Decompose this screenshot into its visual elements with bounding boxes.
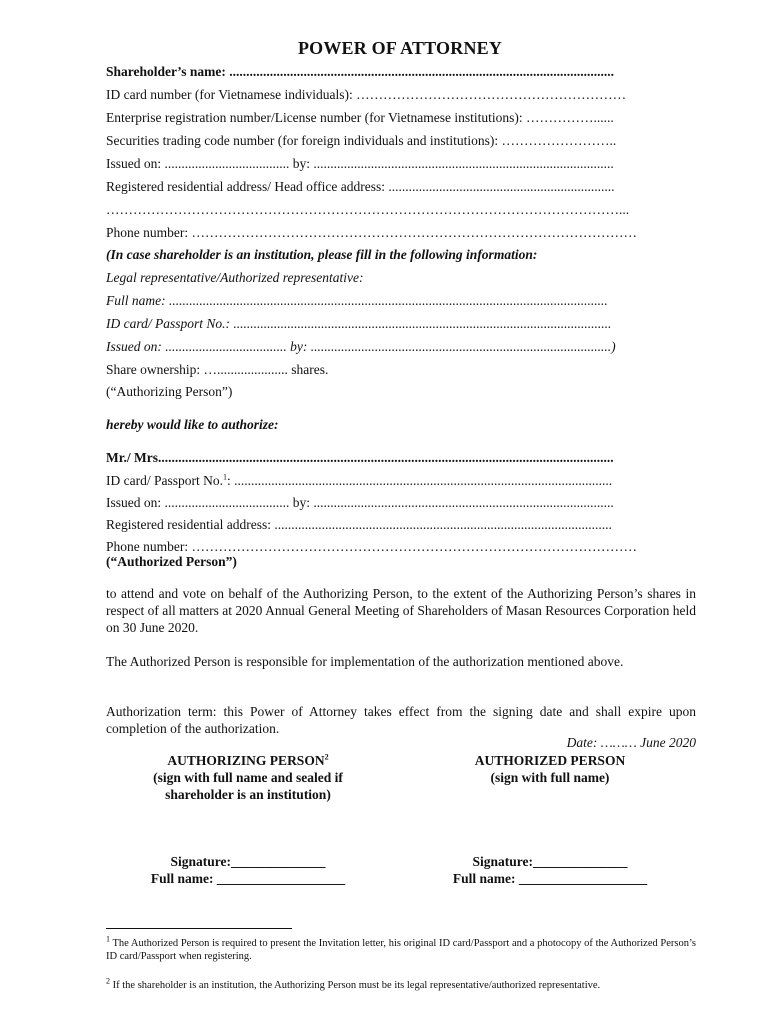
footnote-1 — [106, 934, 696, 963]
authorizing-person-tag — [106, 383, 696, 400]
authorized-id-passport-field — [106, 472, 696, 489]
authorized-person-tag: (“Authorized Person”) — [106, 554, 237, 569]
shareholder-name-field: Shareholder’s name: .................................................................................................................. — [106, 64, 614, 79]
enterprise-registration-field: Enterprise registration number/License number (for Vietnamese institutions): ……………...... — [106, 110, 614, 125]
footnote-ref-1: 1 — [222, 472, 227, 482]
authorized-person-heading: AUTHORIZED PERSON — [474, 753, 626, 768]
rep-issued-on-field: Issued on: .................................... by: .........................................................................................) — [106, 339, 616, 354]
securities-code-field: Securities trading code number (for foreign individuals and institutions): …………………….. — [106, 133, 617, 148]
authorizing-person-instruction-2: shareholder is an institution) — [165, 787, 331, 802]
rep-full-name-field: Full name: .................................................................................................................................. — [106, 293, 608, 308]
footnote-1-text: The Authorized Person is required to present the Invitation letter, his original ID card/Passport and a photocopy of the Authorized Person’s ID card/Passport when registering. — [106, 938, 696, 962]
authorizing-person-heading: AUTHORIZING PERSON — [167, 753, 325, 768]
authorized-person-heading-block — [430, 752, 670, 786]
authorizing-person-instruction-1: (sign with full name and sealed if — [153, 770, 343, 785]
authorized-issued-on-field: Issued on: ..................................... by: ......................................................................................... — [106, 495, 614, 510]
right-fullname-line: Full name: ___________________ — [452, 871, 648, 886]
authorizing-person-heading-block — [128, 752, 368, 803]
footnote-divider — [106, 928, 292, 929]
legal-representative-label: Legal representative/Authorized representative: — [106, 270, 364, 285]
authorization-scope-paragraph: to attend and vote on behalf of the Authorizing Person, to the extent of the Authorizing Person’s shares in respect of all matters at 2020 Annual General Meeting of Shareholders of Masan Resources Corporation held on 30 June 2020. — [106, 586, 696, 635]
footnote-1-number: 1 — [106, 934, 110, 944]
right-signature-block — [430, 853, 670, 887]
authorizing-person-tag-text: (“Authorizing Person”) — [106, 384, 233, 399]
institution-note: (In case shareholder is an institution, please fill in the following information: — [106, 247, 538, 262]
mr-mrs-field: Mr./ Mrs....................................................................................................................................... — [106, 450, 614, 465]
authorized-address-field: Registered residential address: .................................................................................................... — [106, 517, 612, 532]
document-title: POWER OF ATTORNEY — [297, 38, 503, 58]
registered-address-continuation: ……………………………………………………………………………………………………... — [106, 202, 630, 217]
left-signature-line: Signature:______________ — [170, 854, 326, 869]
share-ownership-field: Share ownership: …..................... shares. — [106, 362, 329, 377]
id-passport-label: ID card/ Passport No. — [106, 473, 223, 488]
left-signature-block — [128, 853, 368, 887]
date-line: Date: ……… June 2020 — [566, 735, 696, 750]
issued-on-field: Issued on: ..................................... by: ......................................................................................... — [106, 156, 614, 171]
phone-number-field: Phone number: ……………………………………………………………………………………… — [106, 225, 637, 240]
footnote-ref-2: 2 — [324, 752, 329, 762]
left-fullname-line: Full name: ___________________ — [150, 871, 346, 886]
authorized-phone-field: Phone number: ……………………………………………………………………………………… — [106, 539, 637, 554]
footnote-2-text: If the shareholder is an institution, the Authorizing Person must be its legal representative/authorized representative. — [110, 980, 601, 991]
hereby-authorize-label: hereby would like to authorize: — [106, 417, 279, 432]
responsibility-paragraph: The Authorized Person is responsible for implementation of the authorization mentioned above. — [106, 654, 624, 669]
authorization-term-paragraph: Authorization term: this Power of Attorney takes effect from the signing date and shall expire upon completion of the authorization. — [106, 704, 696, 736]
rep-id-passport-field: ID card/ Passport No.: ................................................................................................................ — [106, 316, 612, 331]
registered-address-field: Registered residential address/ Head office address: ................................................................... — [106, 179, 615, 194]
id-passport-dots: : ................................................................................................................ — [226, 473, 613, 488]
authorized-person-instruction: (sign with full name) — [490, 770, 610, 785]
right-signature-line: Signature:______________ — [472, 854, 628, 869]
footnote-2 — [106, 976, 696, 992]
id-card-vn-field: ID card number (for Vietnamese individuals): …………………………………………………… — [106, 87, 627, 102]
footnote-2-number: 2 — [106, 976, 110, 986]
